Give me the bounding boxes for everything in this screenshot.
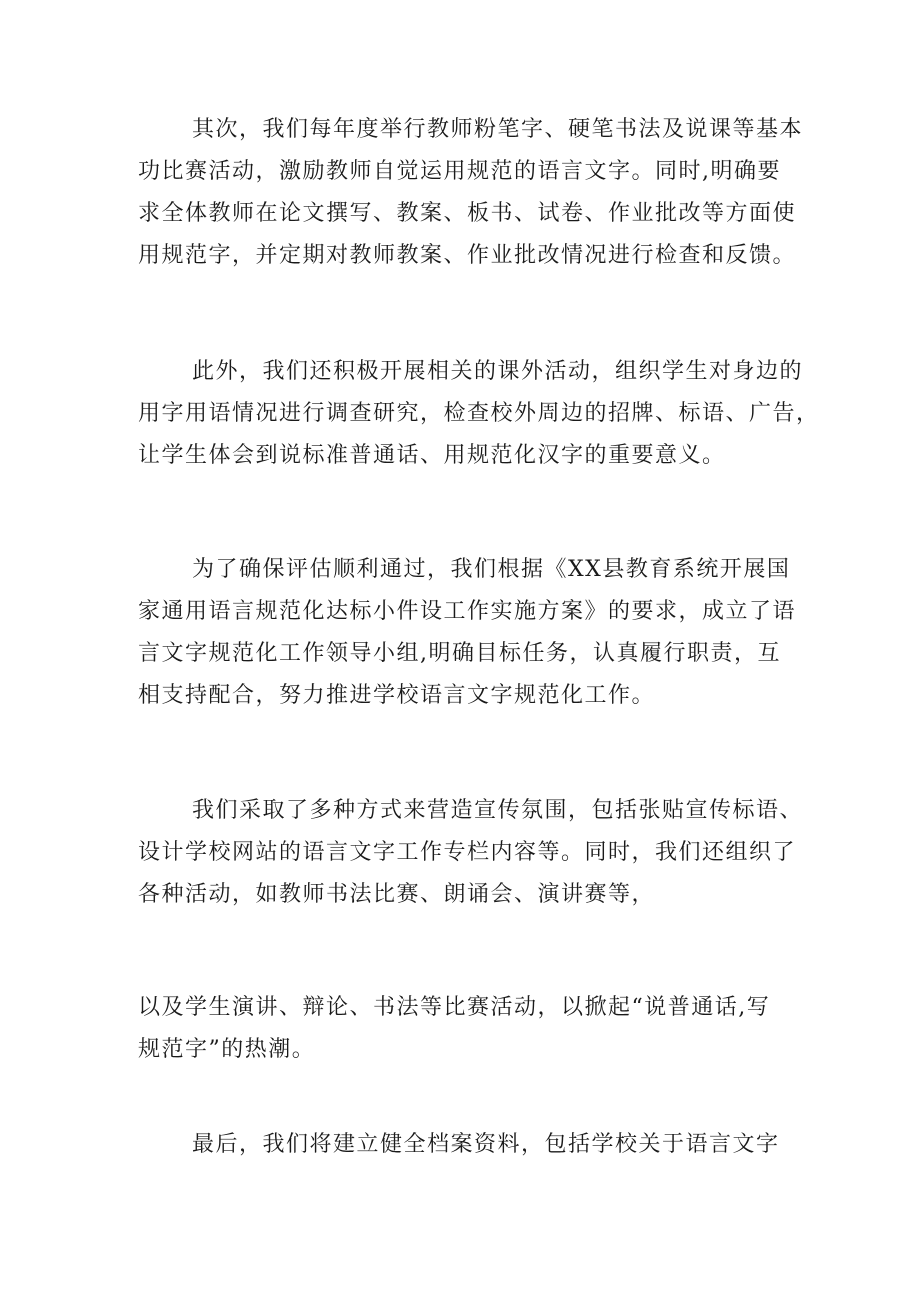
text-line: 为了确保评估顺利通过，我们根据《XX县教育系统开展国 bbox=[192, 557, 791, 582]
text-line: 用字用语情况进行调查研究，检查校外周边的招牌、标语、广告， bbox=[138, 401, 820, 426]
text-line: 家通用语言规范化达标小件设工作实施方案》的要求，成立了语 bbox=[138, 599, 797, 624]
paragraph-basic-skills-competition bbox=[138, 109, 804, 277]
text-line: 最后，我们将建立健全档案资料，包括学校关于语言文字 bbox=[192, 1132, 780, 1157]
text-line: 此外，我们还积极开展相关的课外活动，组织学生对身边的 bbox=[192, 359, 804, 384]
paragraph-extracurricular-activities bbox=[138, 351, 820, 477]
text-line: 相支持配合，努力推进学校语言文字规范化工作。 bbox=[138, 683, 656, 708]
text-line: 让学生体会到说标准普通话、用规范化汉字的重要意义。 bbox=[138, 443, 726, 468]
text-line: 规范字”的热潮。 bbox=[138, 1037, 316, 1062]
paragraph-archive-records bbox=[138, 1124, 798, 1166]
text-line: 我们采取了多种方式来营造宣传氛围，包括张贴宣传标语、 bbox=[192, 798, 804, 823]
text-line: 言文字规范化工作领导小组,明确目标任务，认真履行职责，互 bbox=[138, 641, 781, 666]
text-line: 求全体教师在论文撰写、教案、板书、试卷、作业批改等方面使 bbox=[138, 201, 797, 226]
paragraph-evaluation-leadership-group bbox=[138, 549, 798, 717]
text-line: 设计学校网站的语言文字工作专栏内容等。同时，我们还组织了 bbox=[138, 840, 797, 865]
text-line: 用规范字，并定期对教师教案、作业批改情况进行检查和反馈。 bbox=[138, 243, 797, 268]
paragraph-student-competitions bbox=[138, 987, 798, 1071]
paragraph-publicity-atmosphere bbox=[138, 790, 804, 916]
text-line: 各种活动，如教师书法比赛、朗诵会、演讲赛等， bbox=[138, 882, 656, 907]
text-line: 以及学生演讲、辩论、书法等比赛活动，以掀起“说普通话,写 bbox=[138, 995, 771, 1020]
text-line: 功比赛活动，激励教师自觉运用规范的语言文字。同时,明确要 bbox=[138, 159, 781, 184]
text-line: 其次，我们每年度举行教师粉笔字、硬笔书法及说课等基本 bbox=[192, 117, 804, 142]
